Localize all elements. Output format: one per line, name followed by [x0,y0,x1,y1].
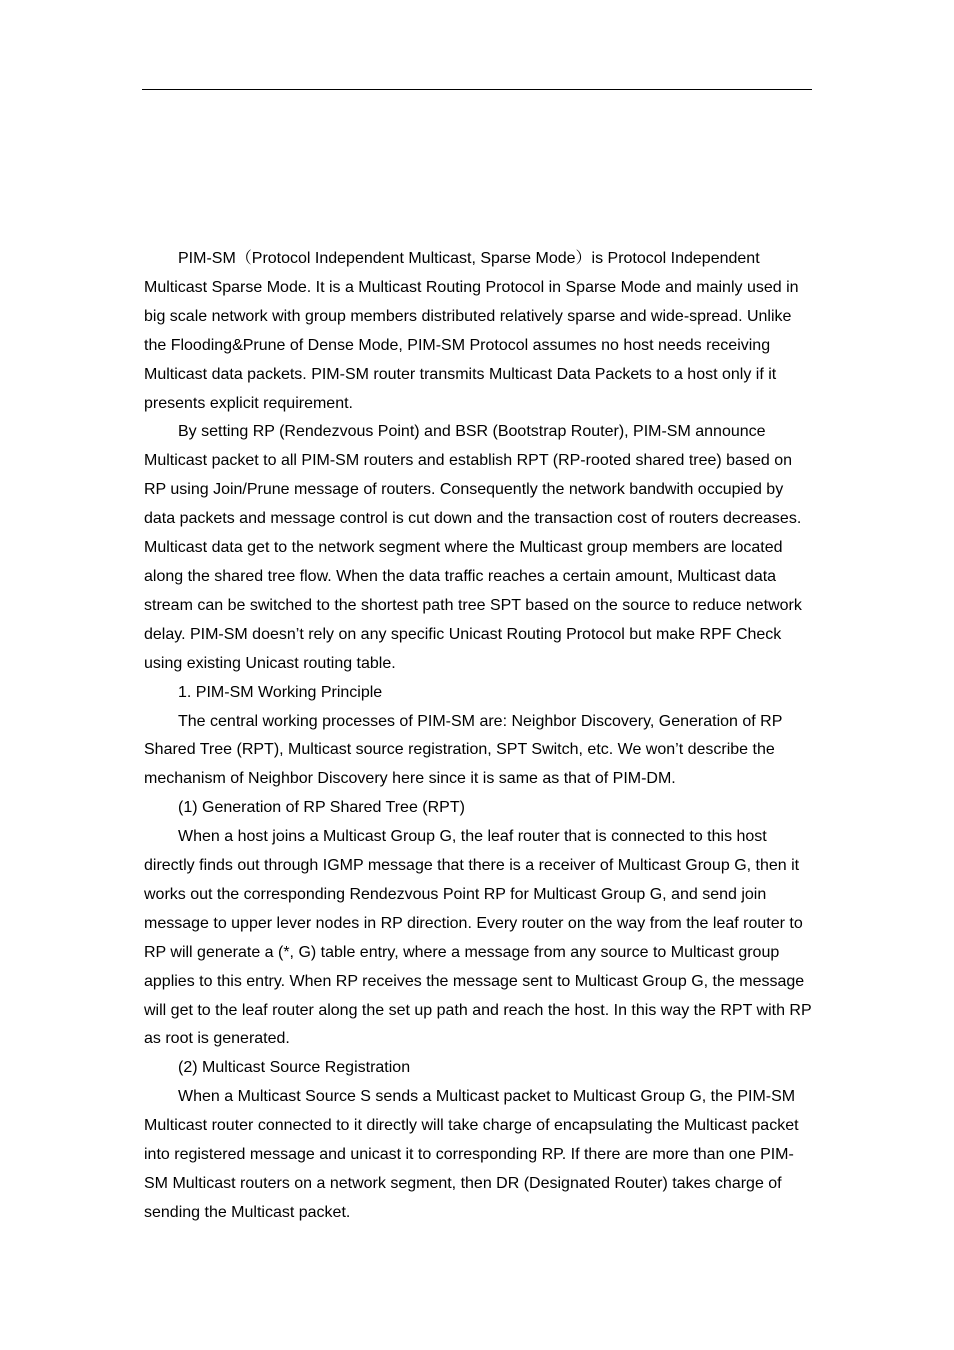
paragraph-pim-sm-intro: PIM-SM（Protocol Independent Multicast, Sparse Mode）is Protocol Independent Multicast Sparse Mode. It is a Multicast Routing Protocol in Sparse Mode and mainly used in big scale network with group members distributed relatively sparse and wide-spread. Unlike the Flooding&Prune of Dense Mode, PIM-SM Protocol assumes no host needs receiving Multicast data packets. PIM-SM router transmits Multicast Data Packets to a host only if it presents explicit requirement. [144,250,799,412]
paragraph-source-registration: When a Multicast Source S sends a Multicast packet to Multicast Group G, the PIM-SM Multicast router connected to it directly will take charge of encapsulating the Multicast packet into registered message and unicast it to corresponding RP. If there are more than one PIM-SM Multicast routers on a network segment, then DR (Designated Router) takes charge of sending the Multicast packet. [144,1088,799,1221]
heading-source-registration: (2) Multicast Source Registration [178,1059,411,1077]
header-rule [142,89,812,90]
paragraph-rpt-generation: When a host joins a Multicast Group G, the leaf router that is connected to this host directly finds out through IGMP message that there is a receiver of Multicast Group G, then it works out the corresponding Rendezvous Point RP for Multicast Group G, and send join message to upper lever nodes in RP direction. Every router on the way from the leaf router to RP will generate a (*, G) table entry, where a message from any source to Multicast group applies to this entry. When RP receives the message sent to Multicast Group G, the message will get to the leaf router along the set up path and reach the host. In this way the RPT with RP as root is generated. [144,828,812,1048]
paragraph-rp-bsr: By setting RP (Rendezvous Point) and BSR (Bootstrap Router), PIM-SM announce Multicast packet to all PIM-SM routers and establish RPT (RP-rooted shared tree) based on RP using Join/Prune message of routers. Consequently the network bandwith occupied by data packets and message control is cut down and the transaction cost of routers decreases. Multicast data get to the network segment where the Multicast group members are located along the shared tree flow. When the data traffic reaches a certain amount, Multicast data stream can be switched to the shortest path tree SPT based on the source to reduce network delay. PIM-SM doesn’t rely on any specific Unicast Routing Protocol but make RPF Check using existing Unicast routing table. [144,423,802,672]
heading-rpt-generation: (1) Generation of RP Shared Tree (RPT) [178,799,465,817]
heading-working-principle: 1. PIM-SM Working Principle [178,683,383,701]
document-body [144,245,812,1228]
paragraph-central-processes: The central working processes of PIM-SM are: Neighbor Discovery, Generation of RP Shared Tree (RPT), Multicast source registration, SPT Switch, etc. We won’t describe the mechanism of Neighbor Discovery here since it is same as that of PIM-DM. [144,712,783,788]
